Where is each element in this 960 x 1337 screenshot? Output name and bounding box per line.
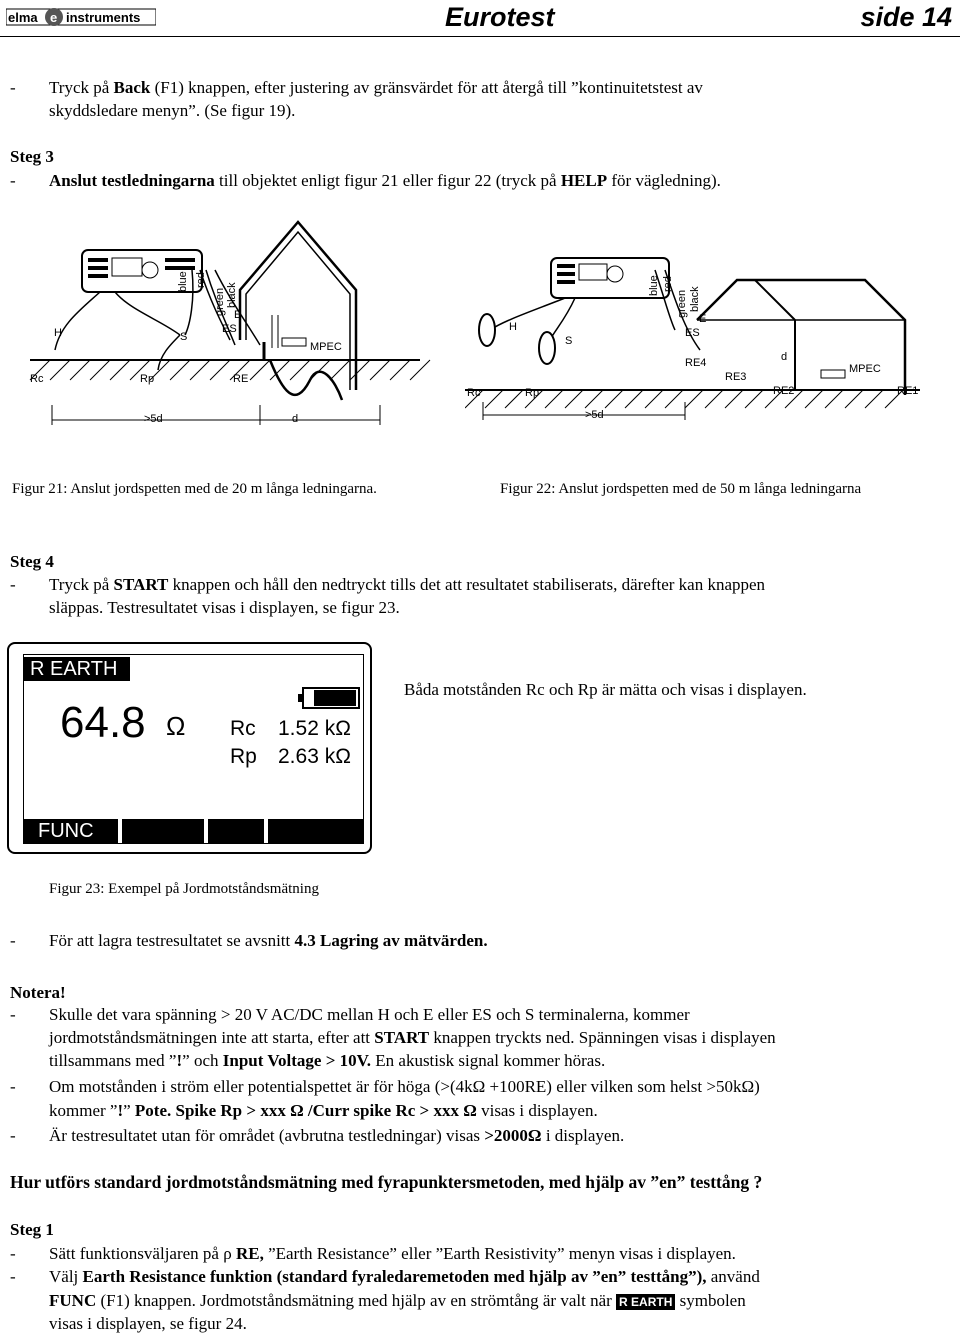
fig22-label: green: [676, 289, 688, 318]
fig21-label: red: [195, 272, 207, 288]
fig22-label: RE4: [685, 357, 707, 369]
fig21-label: RE: [233, 373, 249, 385]
dash: -: [10, 1126, 16, 1145]
rp-value: 2.63 kΩ: [278, 745, 351, 768]
rc-value: 1.52 kΩ: [278, 717, 351, 740]
step1-line-3: FUNC (F1) knappen. Jordmotståndsmätning med hjälp av en strömtång är valt när R EARTH symbolen: [49, 1291, 746, 1310]
fig21-label: Rc: [30, 373, 44, 385]
r-earth-clamp-icon: R EARTH: [616, 1294, 675, 1310]
intro-line-2: skyddsledare menyn”. (Se figur 19).: [49, 101, 296, 120]
fig22-label: black: [689, 286, 701, 312]
fig22-label: MPEC: [849, 363, 881, 375]
dash: -: [10, 78, 16, 97]
notera-p1-line-3: tillsammans med ”!” och Input Voltage > 10V. En akustisk signal kommer höras.: [49, 1051, 606, 1070]
softkey-2[interactable]: [122, 819, 204, 843]
dash: -: [10, 1077, 16, 1096]
rp-label: Rp: [230, 745, 257, 768]
fig22-label: RE3: [725, 371, 747, 383]
dash: -: [10, 575, 16, 594]
svg-text:e: e: [50, 10, 58, 25]
step1-line-4: visas i displayen, se figur 24.: [49, 1314, 247, 1333]
fig22-label: d: [781, 351, 788, 363]
fig22-label: Rc: [467, 387, 481, 399]
logo-text-right: instruments: [66, 10, 141, 25]
fig22-label: red: [662, 276, 674, 292]
step3-text: Anslut testledningarna till objektet enligt figur 21 eller figur 22 (tryck på HELP för vägledning).: [49, 171, 721, 190]
fig23-caption: Figur 23: Exempel på Jordmotståndsmätning: [49, 881, 319, 897]
display-note: Båda motstånden Rc och Rp är mätta och visas i displayen.: [404, 680, 807, 699]
fig21-label: black: [226, 282, 238, 308]
section-question: Hur utförs standard jordmotståndsmätning med fyrapunktersmetoden, med hjälp av ”en” testtång ?: [10, 1172, 763, 1192]
fig21-label: S: [180, 331, 188, 343]
fig22-label: RE1: [897, 385, 919, 397]
fig21-caption: Figur 21: Anslut jordspetten med de 20 m långa ledningarna.: [12, 481, 377, 497]
fig21-label: ES: [222, 323, 237, 335]
dash: -: [10, 931, 16, 950]
battery-icon: [302, 687, 360, 709]
intro-line-1: Tryck på Back (F1) knappen, efter justering av gränsvärdet för att återgå till ”kontinuitetstest av: [49, 78, 703, 97]
result-value: 64.8: [60, 698, 146, 747]
notera-p1-line-1: Skulle det vara spänning > 20 V AC/DC mellan H och E eller ES och S terminalerna, kommer: [49, 1005, 690, 1024]
step4-line-2: släppas. Testresultatet visas i displayen, se figur 23.: [49, 598, 400, 617]
fig22-label: Rp: [525, 387, 540, 399]
fig22-label: H: [509, 321, 517, 333]
func-softkey[interactable]: FUNC: [24, 819, 118, 843]
page-number: side 14: [860, 2, 952, 32]
step4-heading: Steg 4: [10, 552, 54, 571]
fig22-label: blue: [648, 275, 660, 296]
elma-logo: [6, 6, 156, 28]
result-unit: Ω: [166, 711, 186, 741]
step1-line-2: Välj Earth Resistance funktion (standard fyraledaremetoden med hjälp av ”en” testtång”), använd: [49, 1267, 760, 1286]
logo-text-left: elma: [8, 10, 38, 25]
fig21-label: blue: [177, 271, 189, 292]
softkey-4[interactable]: [268, 819, 363, 843]
step1-line-1: Sätt funktionsväljaren på ρ RE, ”Earth Resistance” eller ”Earth Resistivity” menyn visas i displayen.: [49, 1244, 736, 1263]
notera-p1-line-2: jordmotståndsmätningen inte att starta, efter att START knappen tryckts ned. Spänningen visas i displayen: [49, 1028, 776, 1047]
step3-heading: Steg 3: [10, 147, 54, 166]
fig21-label: MPEC: [310, 341, 342, 353]
fig22-label: S: [565, 335, 573, 347]
lcd-screen: [23, 654, 364, 844]
fig21-label: >5d: [144, 413, 163, 425]
notera-p2-line-2: kommer ”!” Pote. Spike Rp > xxx Ω /Curr spike Rc > xxx Ω visas i displayen.: [49, 1101, 598, 1120]
fig22-label: RE2: [773, 385, 795, 397]
fig22-label: ES: [685, 327, 700, 339]
lcd-display: [7, 642, 372, 854]
step1-heading: Steg 1: [10, 1220, 54, 1239]
step4-line-1: Tryck på START knappen och håll den nedtryckt tills det att resultatet stabiliserats, därefter kan knappen: [49, 575, 766, 594]
fig22-label: >5d: [585, 409, 604, 421]
page-title: Eurotest: [445, 2, 555, 32]
house-icon: [240, 222, 356, 390]
dash: -: [10, 1267, 16, 1286]
fig22-caption: Figur 22: Anslut jordspetten med de 50 m långa ledningarna: [500, 481, 862, 497]
fig21-label: Rp: [140, 373, 155, 385]
dash: -: [10, 1005, 16, 1024]
header-divider: [0, 36, 960, 37]
notera-heading: Notera!: [10, 983, 66, 1002]
fig22-label: E: [699, 313, 707, 325]
notera-p3: Är testresultatet utan för området (avbrutna testledningar) visas >2000Ω i displayen.: [49, 1126, 625, 1145]
fig21-label: H: [54, 327, 62, 339]
rc-label: Rc: [230, 717, 256, 740]
store-text: För att lagra testresultatet se avsnitt 4.3 Lagring av mätvärden.: [49, 931, 488, 950]
fig21-label: E: [234, 309, 242, 321]
softkey-3[interactable]: [208, 819, 264, 843]
figure-22-diagram: [465, 230, 925, 430]
dash: -: [10, 1244, 16, 1263]
fig21-label: green: [214, 287, 226, 316]
dash: -: [10, 171, 16, 190]
figure-21-diagram: [20, 210, 440, 450]
fig21-label: d: [292, 413, 299, 425]
notera-p2-line-1: Om motstånden i ström eller potentialspettet är för höga (>(4kΩ +100RE) eller vilken som helst >50kΩ): [49, 1077, 760, 1096]
mode-label: R EARTH: [24, 657, 130, 681]
